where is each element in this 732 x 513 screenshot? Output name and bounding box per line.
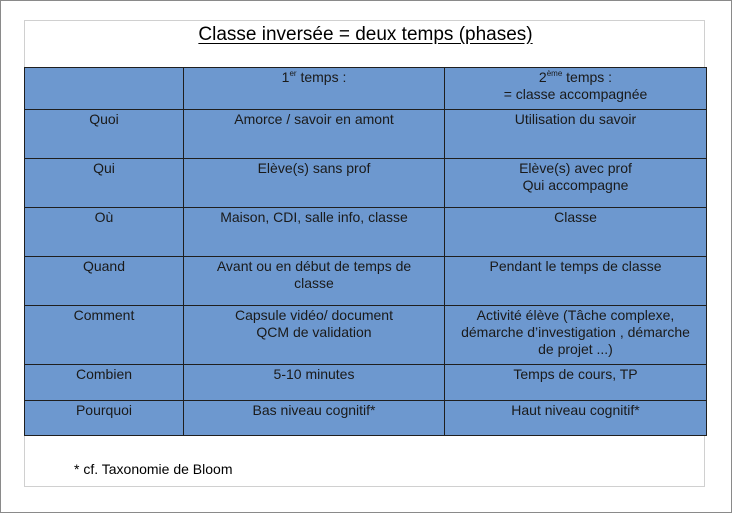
first-phase-cell <box>184 159 445 208</box>
cell-line: 5-10 minutes <box>273 366 355 382</box>
header-row <box>25 68 707 110</box>
comparison-table <box>24 67 707 436</box>
header-first-sup: er <box>289 69 297 78</box>
row-label: Quand <box>25 257 184 306</box>
second-phase-cell <box>445 159 707 208</box>
title-text: Classe inversée = deux temps (phases) <box>198 24 533 45</box>
cell-line: classe <box>294 275 334 291</box>
header-cell-empty <box>25 68 184 110</box>
header-first-label: temps : <box>296 69 347 85</box>
header-second-sup: ème <box>546 69 563 78</box>
cell-line: Avant ou en début de temps de <box>216 258 412 274</box>
second-phase-cell <box>445 208 707 257</box>
cell-line: QCM de validation <box>256 324 372 340</box>
cell-line: Amorce / savoir en amont <box>234 111 394 127</box>
cell-line: Utilisation du savoir <box>514 111 637 127</box>
row-label: Comment <box>25 306 184 365</box>
header-second-num: 2 <box>538 69 547 85</box>
header-second-subtitle: = classe accompagnée <box>503 86 648 102</box>
cell-line: Temps de cours, TP <box>513 366 638 382</box>
second-phase-cell <box>445 365 707 401</box>
cell-line: Qui accompagne <box>522 177 629 193</box>
cell-line: Classe <box>554 209 597 225</box>
first-phase-cell <box>184 365 445 401</box>
cell-line: Activité élève (Tâche complexe, <box>476 307 675 323</box>
row-label: Qui <box>25 159 184 208</box>
table-row <box>25 257 707 306</box>
header-second-phase <box>445 68 707 110</box>
table-row <box>25 401 707 436</box>
cell-line: Capsule vidéo/ document <box>235 307 393 323</box>
cell-line: Pendant le temps de classe <box>489 258 662 274</box>
row-label: Combien <box>25 365 184 401</box>
cell-line: démarche d’investigation , démarche <box>461 324 690 340</box>
row-label: Où <box>25 208 184 257</box>
cell-line: Elève(s) avec prof <box>519 160 632 176</box>
cell-line: Haut niveau cognitif* <box>511 402 640 418</box>
cell-line: de projet ...) <box>538 341 613 357</box>
second-phase-cell <box>445 257 707 306</box>
second-phase-cell <box>445 306 707 365</box>
page-title <box>25 24 706 46</box>
header-second-label: temps : <box>562 69 613 85</box>
cell-line: Bas niveau cognitif* <box>252 402 376 418</box>
table-row <box>25 208 707 257</box>
cell-line: Maison, CDI, salle info, classe <box>220 209 408 225</box>
first-phase-cell <box>184 401 445 436</box>
row-label: Pourquoi <box>25 401 184 436</box>
header-first-phase <box>184 68 445 110</box>
table-row <box>25 365 707 401</box>
table-row <box>25 159 707 208</box>
cell-line: Elève(s) sans prof <box>257 160 371 176</box>
row-label: Quoi <box>25 110 184 159</box>
footnote: * cf. Taxonomie de Bloom <box>74 461 233 477</box>
first-phase-cell <box>184 306 445 365</box>
table-body <box>25 68 707 436</box>
table-row <box>25 110 707 159</box>
second-phase-cell <box>445 401 707 436</box>
table-row <box>25 306 707 365</box>
first-phase-cell <box>184 208 445 257</box>
header-first-num: 1 <box>281 69 290 85</box>
first-phase-cell <box>184 257 445 306</box>
second-phase-cell <box>445 110 707 159</box>
first-phase-cell <box>184 110 445 159</box>
